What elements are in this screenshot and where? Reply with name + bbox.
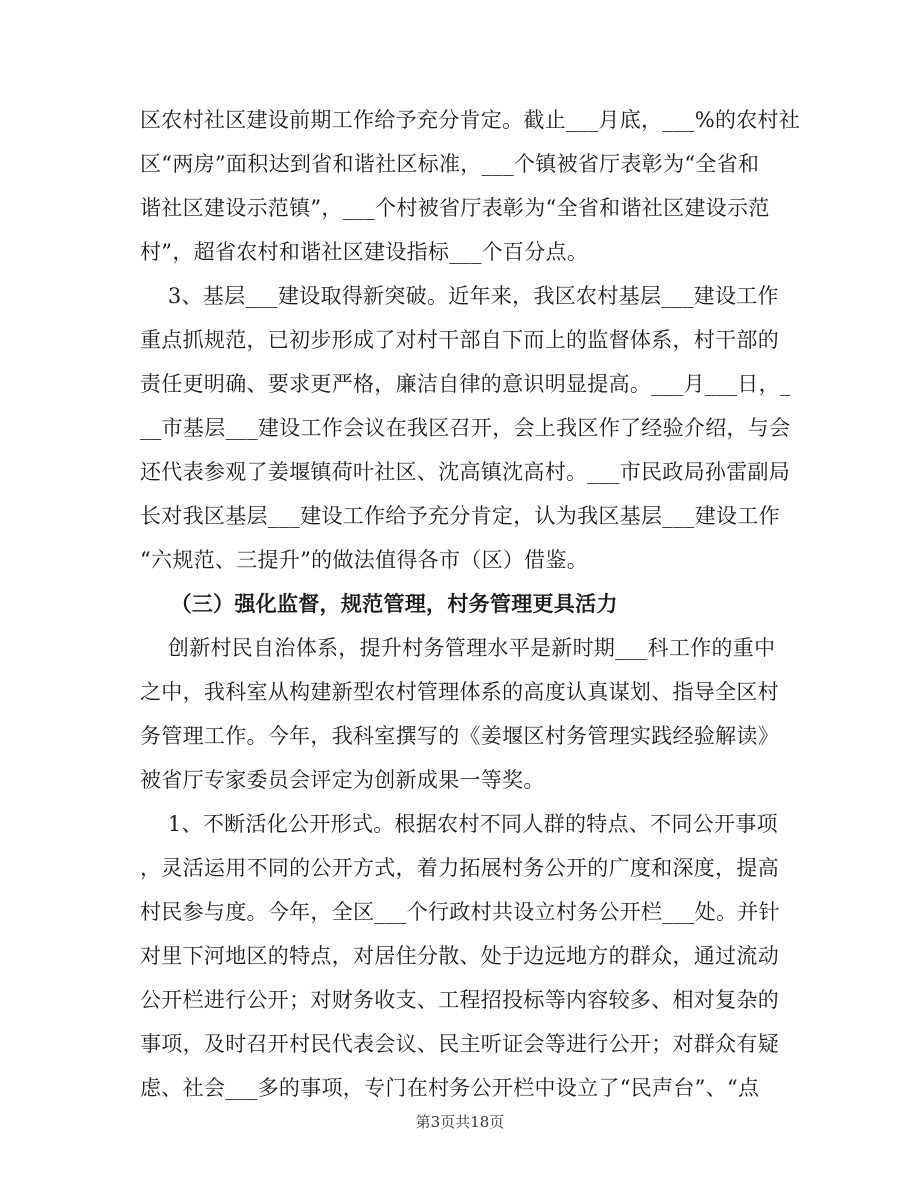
text-line: 3、基层___建设取得新突破。近年来，我区农村基层___建设工作: [140, 284, 779, 308]
text-line: “六规范、三提升”的做法值得各市（区）借鉴。: [140, 548, 589, 572]
text-line: 对里下河地区的特点，对居住分散、处于边远地方的群众，通过流动: [140, 944, 779, 968]
text-line: ，灵活运用不同的公开方式，着力拓展村务公开的广度和深度，提高: [140, 856, 779, 880]
text-line: 谐社区建设示范镇”，___个村被省厅表彰为“全省和谐社区建设示范: [140, 196, 770, 220]
text-line: 之中，我科室从构建新型农村管理体系的高度认真谋划、指导全区村: [140, 680, 779, 704]
text-line: 被省厅专家委员会评定为创新成果一等奖。: [140, 768, 545, 792]
text-line: 务管理工作。今年，我科室撰写的《姜堰区村务管理实践经验解读》: [140, 724, 779, 748]
text-line: 村”，超省农村和谐社区建设指标___个百分点。: [140, 240, 589, 264]
text-line: 长对我区基层___建设工作给予充分肯定，认为我区基层___建设工作: [140, 504, 780, 528]
text-line: 创新村民自治体系，提升村务管理水平是新时期___科工作的重中: [140, 636, 776, 660]
text-line: 公开栏进行公开；对财务收支、工程招投标等内容较多、相对复杂的: [140, 988, 779, 1012]
text-line: 1、不断活化公开形式。根据农村不同人群的特点、不同公开事项: [140, 812, 778, 836]
section-heading: （三）强化监督，规范管理，村务管理更具活力: [140, 591, 618, 616]
text-line: 虑、社会___多的事项，专门在村务公开栏中设立了“民声台”、“点: [140, 1076, 760, 1100]
text-line: 还代表参观了姜堰镇荷叶社区、沈高镇沈高村。___市民政局孙雷副局: [140, 460, 791, 484]
text-line: 事项，及时召开村民代表会议、民主听证会等进行公开；对群众有疑: [140, 1032, 779, 1056]
text-line: 区“两房”面积达到省和谐社区标准，___个镇被省厅表彰为“全省和: [140, 152, 760, 176]
text-line: 村民参与度。今年，全区___个行政村共设立村务公开栏___处。并针: [140, 900, 780, 924]
page-number-footer: 第3页共18页: [415, 1113, 505, 1131]
text-line: 区农村社区建设前期工作给予充分肯定。截止___月底，___%的农村社: [140, 108, 801, 132]
text-line: __市基层___建设工作会议在我区召开，会上我区作了经验介绍，与会: [140, 416, 791, 440]
text-line: 责任更明确、要求更严格，廉洁自律的意识明显提高。___月___日，_: [140, 372, 791, 396]
text-line: 重点抓规范，已初步形成了对村干部自下而上的监督体系，村干部的: [140, 328, 779, 352]
